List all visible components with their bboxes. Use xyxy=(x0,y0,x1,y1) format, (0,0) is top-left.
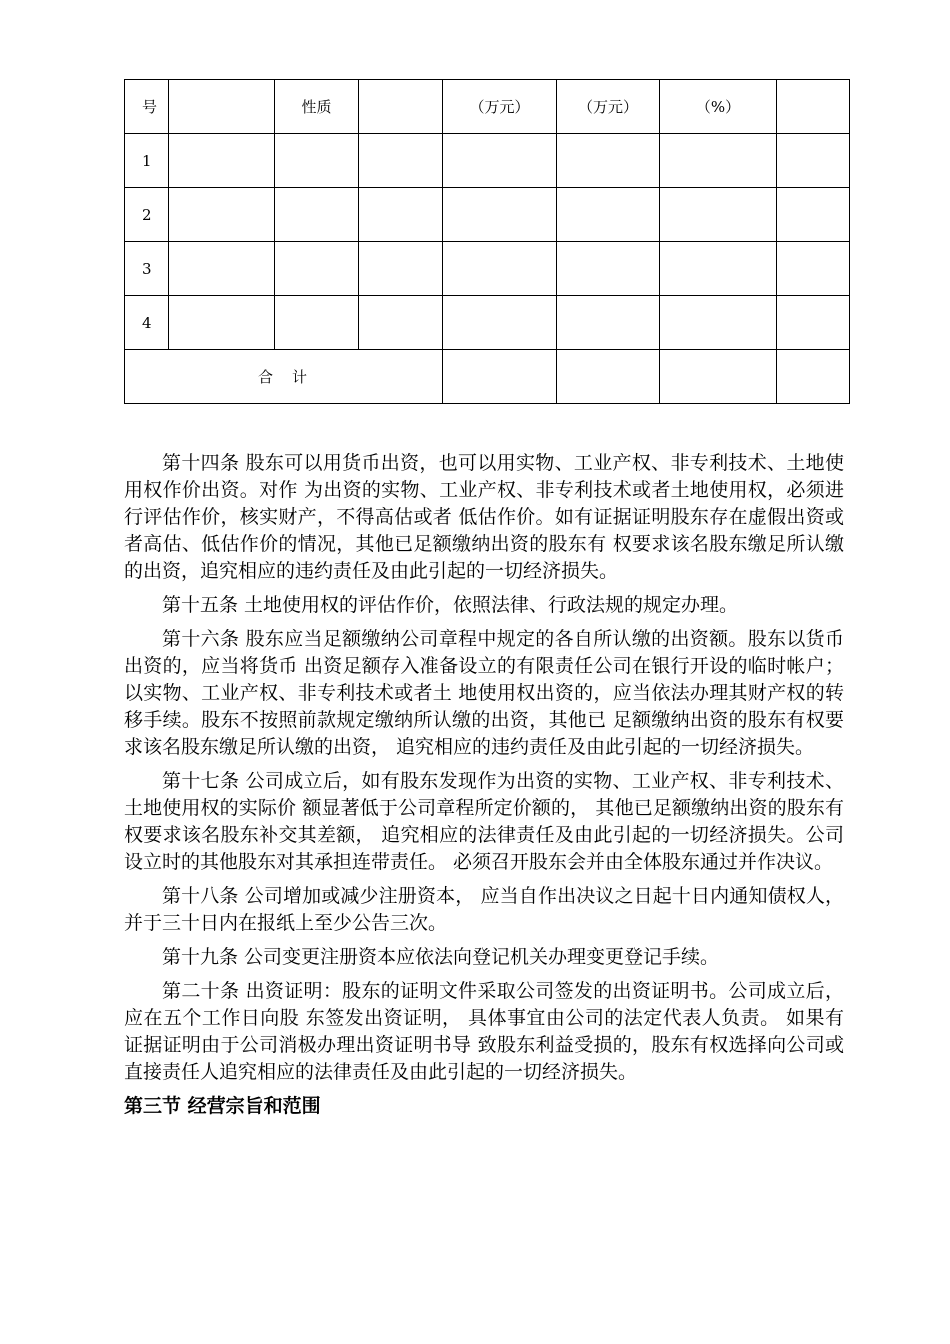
table-cell xyxy=(777,188,850,242)
table-cell xyxy=(443,242,557,296)
table-cell xyxy=(557,188,660,242)
article-18: 第十八条 公司增加或减少注册资本， 应当自作出决议之日起十日内通知债权人，并于三十日内在报纸上至少公告三次。 xyxy=(124,885,844,934)
table-cell xyxy=(660,242,777,296)
table-cell xyxy=(443,350,557,404)
table-cell xyxy=(275,296,359,350)
table-cell xyxy=(443,134,557,188)
article-15: 第十五条 土地使用权的评估作价，依照法律、行政法规的规定办理。 xyxy=(162,594,739,616)
header-cell-no: 号 xyxy=(125,80,169,134)
table-cell xyxy=(660,188,777,242)
table-cell xyxy=(359,134,443,188)
article-14: 第十四条 股东可以用货币出资，也可以用实物、工业产权、非专利技术、土地使用权作价出资。对作 为出资的实物、工业产权、非专利技术或者土地使用权，必须进行评估作价，核实财产，不得高估或者 低估作价。如有证据证明股东存在虚假出资或者高估、低估作价的情况，其他已足额缴纳出资的股东有 权要求该名股东缴足所认缴的出资，追究相应的违约责任及由此引起的一切经济损失。 xyxy=(124,452,844,582)
total-label: 合 计 xyxy=(125,350,443,404)
header-cell xyxy=(777,80,850,134)
table-row xyxy=(125,188,850,242)
table-cell xyxy=(169,296,275,350)
header-cell-nature: 性质 xyxy=(275,80,359,134)
row-number: 4 xyxy=(125,296,169,350)
table-total-row xyxy=(125,350,850,404)
table-cell xyxy=(169,134,275,188)
article-16: 第十六条 股东应当足额缴纳公司章程中规定的各自所认缴的出资额。股东以货币出资的，应当将货币 出资足额存入准备设立的有限责任公司在银行开设的临时帐户；以实物、工业产权、非专利技术或者土 地使用权出资的，应当依法办理其财产权的转移手续。股东不按照前款规定缴纳所认缴的出资，其他已 足额缴纳出资的股东有权要求该名股东缴足所认缴的出资， 追究相应的违约责任及由此引起的一切经济损失。 xyxy=(124,628,844,758)
table-row xyxy=(125,242,850,296)
table-cell xyxy=(359,242,443,296)
article-17: 第十七条 公司成立后，如有股东发现作为出资的实物、工业产权、非专利技术、土地使用权的实际价 额显著低于公司章程所定价额的， 其他已足额缴纳出资的股东有权要求该名股东补交其差额， 追究相应的法律责任及由此引起的一切经济损失。公司设立时的其他股东对其承担连带责任。 必须召开股东会并由全体股东通过并作决议。 xyxy=(124,770,844,873)
table-cell xyxy=(275,188,359,242)
shareholder-capital-table xyxy=(124,79,850,404)
table-cell xyxy=(777,350,850,404)
table-row xyxy=(125,134,850,188)
table-cell xyxy=(443,188,557,242)
table-cell xyxy=(275,134,359,188)
table-cell xyxy=(169,188,275,242)
header-cell-amount: （万元） xyxy=(443,80,557,134)
table-cell xyxy=(660,134,777,188)
table-header-row xyxy=(125,80,850,134)
table-cell xyxy=(359,296,443,350)
table-cell xyxy=(777,242,850,296)
header-cell xyxy=(359,80,443,134)
table-cell xyxy=(557,134,660,188)
table-cell xyxy=(443,296,557,350)
row-number: 1 xyxy=(125,134,169,188)
header-cell-percent: （%） xyxy=(660,80,777,134)
table-cell xyxy=(359,188,443,242)
table-cell xyxy=(660,350,777,404)
table-cell xyxy=(557,350,660,404)
article-20: 第二十条 出资证明：股东的证明文件采取公司签发的出资证明书。公司成立后，应在五个工作日向股 东签发出资证明， 具体事宜由公司的法定代表人负责。 如果有证据证明由于公司消极办理出资证明书导 致股东利益受损的，股东有权选择向公司或直接责任人追究相应的法律责任及由此引起的一切经济损失。 xyxy=(124,980,844,1083)
table-cell xyxy=(169,242,275,296)
row-number: 3 xyxy=(125,242,169,296)
table-cell xyxy=(557,296,660,350)
section-heading: 第三节 经营宗旨和范围 xyxy=(124,1095,321,1117)
row-number: 2 xyxy=(125,188,169,242)
header-cell xyxy=(169,80,275,134)
article-body xyxy=(124,450,844,1120)
table-cell xyxy=(660,296,777,350)
table-cell xyxy=(777,134,850,188)
article-19: 第十九条 公司变更注册资本应依法向登记机关办理变更登记手续。 xyxy=(162,946,720,968)
table-cell xyxy=(557,242,660,296)
table-cell xyxy=(777,296,850,350)
header-cell-amount: （万元） xyxy=(557,80,660,134)
table-cell xyxy=(275,242,359,296)
table-row xyxy=(125,296,850,350)
